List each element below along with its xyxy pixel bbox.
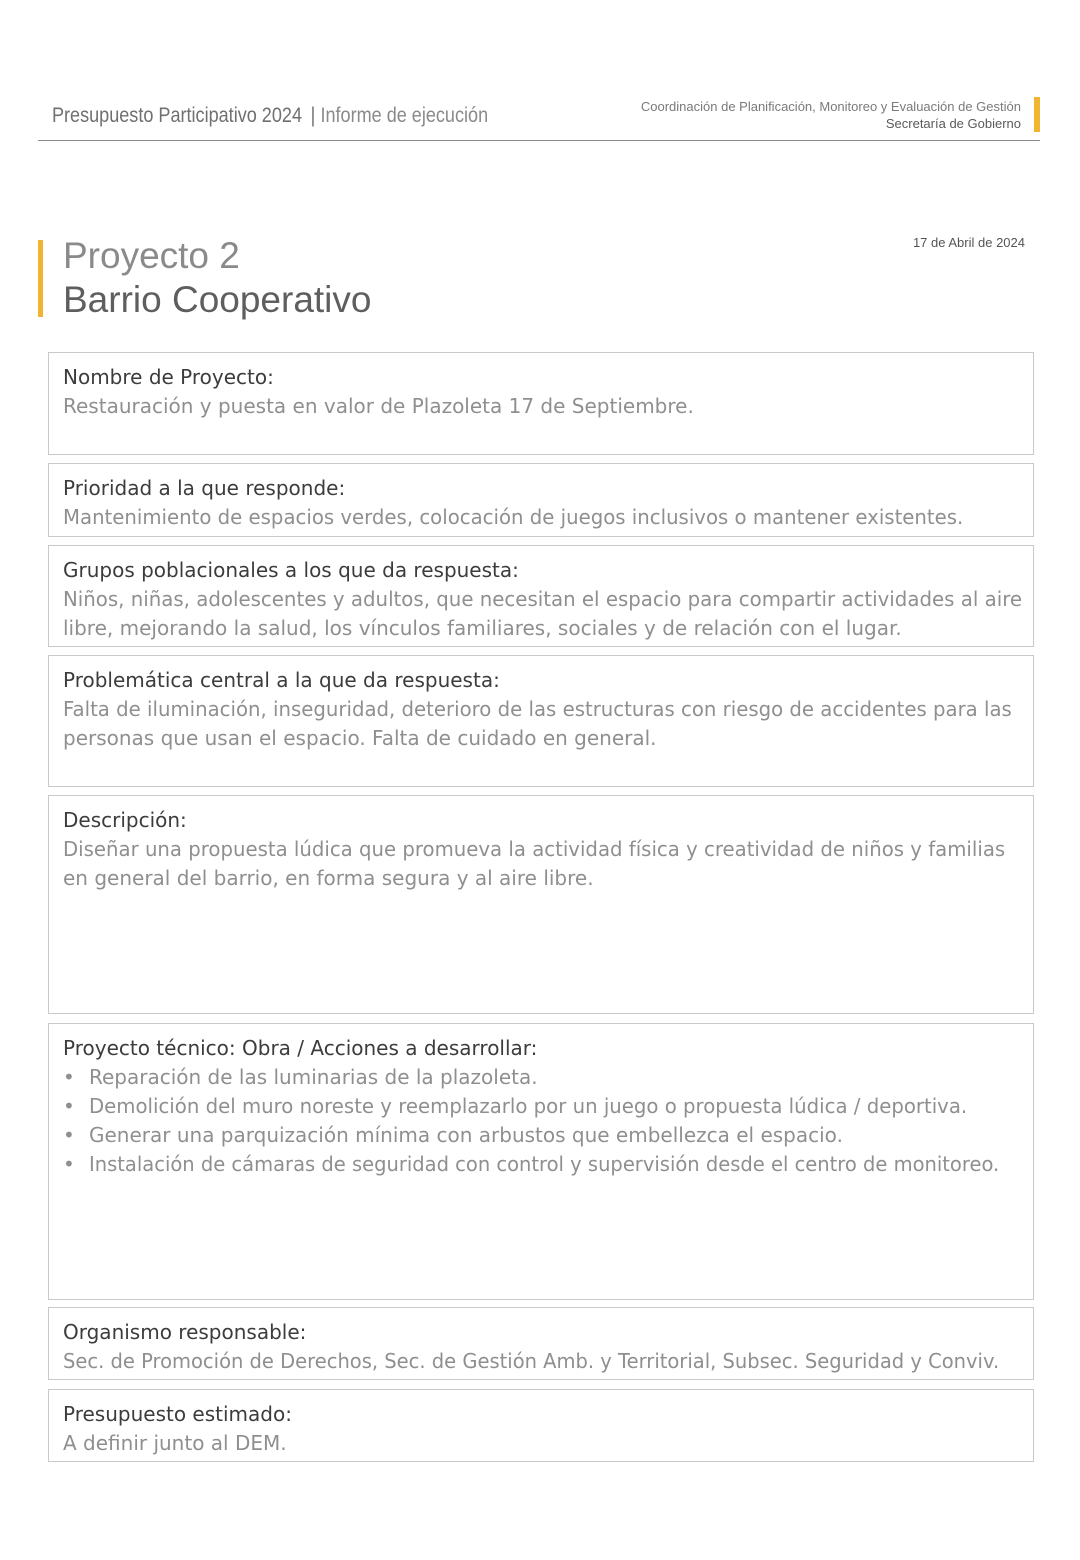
section-value-line: Diseñar una propuesta lúdica que promueva la actividad física y creatividad de niños y familias — [63, 837, 1006, 861]
list-item: • Instalación de cámaras de seguridad con control y supervisión desde el centro de monitoreo. — [63, 1150, 1019, 1179]
header-title-group — [52, 104, 488, 128]
header-organization — [641, 98, 1021, 132]
section-value — [63, 503, 1019, 532]
header-separator: | — [310, 104, 316, 127]
section-label: Presupuesto estimado: — [63, 1402, 292, 1426]
section-value-line: Niños, niñas, adolescentes y adultos, que necesitan el espacio para compartir actividades al aire — [63, 587, 1023, 611]
bullet-icon: • — [63, 1123, 75, 1147]
section-presupuesto-estimado — [48, 1389, 1034, 1462]
header-coordinacion: Coordinación de Planificación, Monitoreo y Evaluación de Gestión — [640, 99, 1021, 114]
section-nombre-proyecto — [48, 352, 1034, 455]
section-value: A definir junto al DEM. — [63, 1431, 287, 1455]
header-secretaria: Secretaría de Gobierno — [885, 116, 1021, 131]
section-value-text: Mantenimiento de espacios verdes, colocación de juegos inclusivos o mantener existentes. — [63, 505, 964, 529]
list-item: • Demolición del muro noreste y reemplazarlo por un juego o propuesta lúdica / deportiva. — [63, 1092, 1019, 1121]
section-value: Restauración y puesta en valor de Plazoleta 17 de Septiembre. — [63, 394, 694, 418]
section-label: Prioridad a la que responde: — [63, 476, 346, 500]
page-header — [38, 90, 1040, 141]
section-label: Organismo responsable: — [63, 1320, 307, 1344]
section-label: Proyecto técnico: Obra / Acciones a desarrollar: — [63, 1036, 538, 1060]
section-label: Descripción: — [63, 808, 187, 832]
title-accent-bar — [38, 240, 43, 317]
bullet-icon: • — [63, 1152, 75, 1176]
section-proyecto-tecnico — [48, 1023, 1034, 1300]
bullet-icon: • — [63, 1065, 75, 1089]
section-label: Grupos poblacionales a los que da respuesta: — [63, 558, 519, 582]
list-item: • Generar una parquización mínima con arbustos que embellezca el espacio. — [63, 1121, 1019, 1150]
section-value-line: Falta de iluminación, inseguridad, deterioro de las estructuras con riesgo de accidentes para las — [63, 697, 1012, 721]
section-grupos-poblacionales — [48, 545, 1034, 647]
section-value — [63, 1347, 1019, 1376]
project-barrio: Barrio Cooperativo — [63, 279, 372, 320]
section-value-line: en general del barrio, en forma segura y al aire libre. — [63, 866, 594, 890]
header-accent-bar — [1034, 97, 1040, 132]
section-organismo-responsable — [48, 1307, 1034, 1380]
section-descripcion — [48, 795, 1034, 1014]
header-title: Presupuesto Participativo 2024 — [52, 104, 302, 127]
section-value-text: Sec. de Promoción de Derechos, Sec. de Gestión Amb. y Territorial, Subsec. Seguridad y Conviv. — [63, 1349, 1000, 1373]
section-problematica — [48, 655, 1034, 787]
header-subtitle: Informe de ejecución — [320, 104, 489, 127]
section-prioridad — [48, 463, 1034, 537]
section-value-line: libre, mejorando la salud, los vínculos familiares, sociales y de relación con el lugar. — [63, 616, 902, 640]
project-title-block — [63, 234, 371, 322]
bullet-icon: • — [63, 1094, 75, 1118]
acciones-list — [63, 1063, 1019, 1179]
section-value-line: personas que usan el espacio. Falta de cuidado en general. — [63, 726, 657, 750]
section-label: Nombre de Proyecto: — [63, 365, 274, 389]
section-label: Problemática central a la que da respuesta: — [63, 668, 500, 692]
list-item: • Reparación de las luminarias de la plazoleta. — [63, 1063, 1019, 1092]
project-number: Proyecto 2 — [63, 235, 240, 276]
report-date: 17 de Abril de 2024 — [912, 235, 1025, 250]
